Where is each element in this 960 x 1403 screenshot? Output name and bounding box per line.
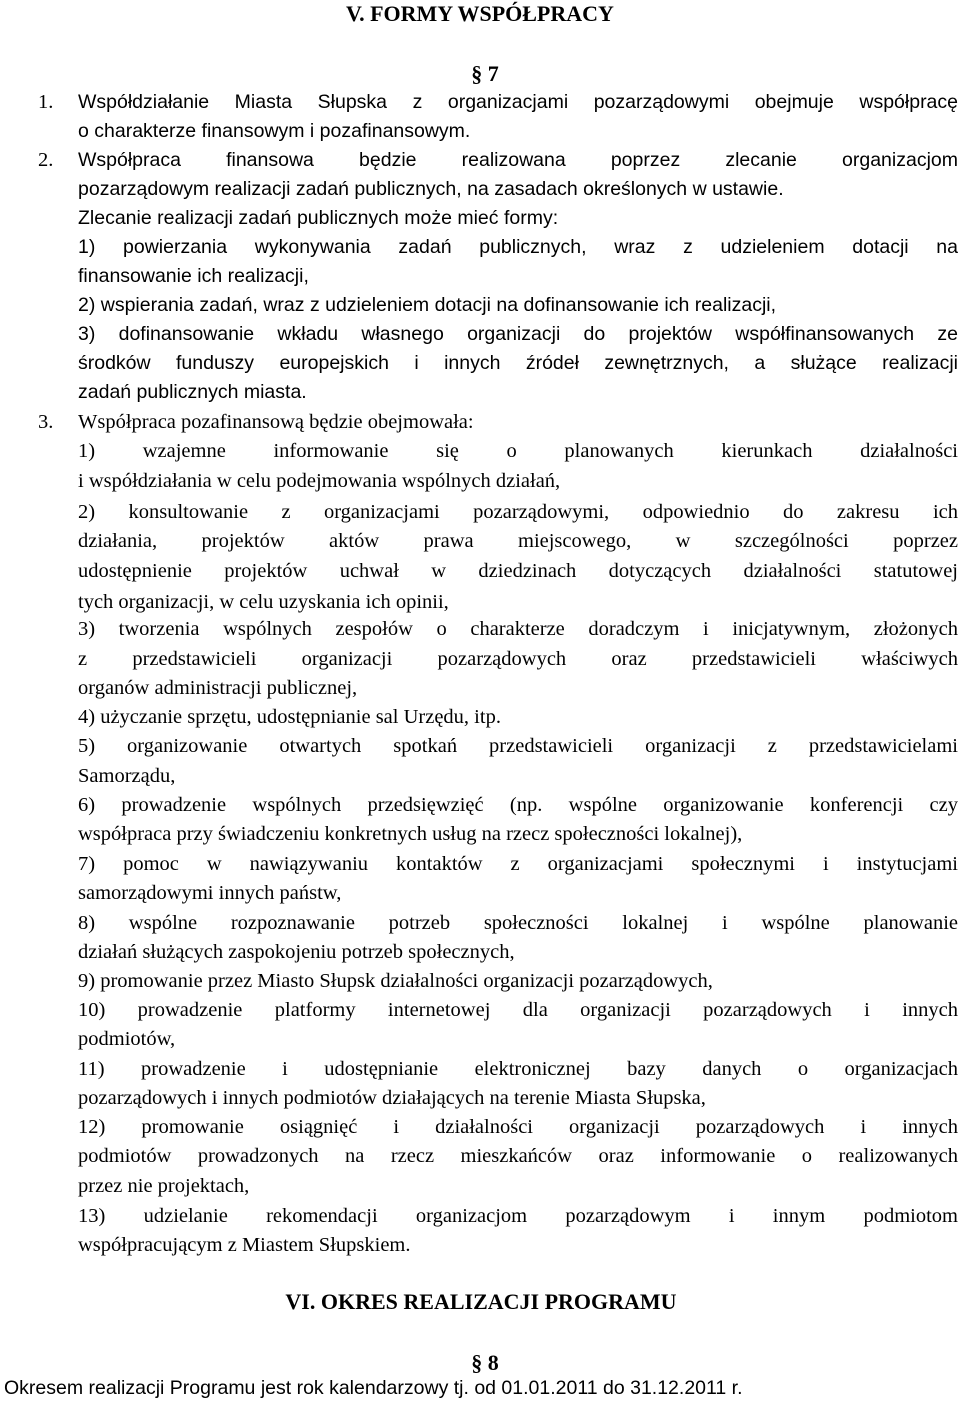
item-text-line: 3) dofinansowanie wkładu własnego organizacji do projektów współfinansowanych ze [78,323,958,345]
item-text-line: 8) wspólne rozpoznawanie potrzeb społeczności lokalnej i wspólne planowanie [78,912,958,934]
item-text-line: zadań publicznych miasta. [78,381,307,403]
item-text-line: 3) tworzenia wspólnych zespołów o charakterze doradczym i inicjatywnym, złożonych [78,618,958,640]
item-number: 3. [38,411,54,433]
item-text-line: Współpraca pozafinansową będzie obejmowała: [78,411,474,433]
item-text-line: działania, projektów aktów prawa miejscowego, w szczególności poprzez [78,530,958,552]
item-text-line: działań służących zaspokojeniu potrzeb społecznych, [78,941,515,963]
item-text-line: 4) użyczanie sprzętu, udostępnianie sal Urzędu, itp. [78,706,501,728]
item-text-line: 6) prowadzenie wspólnych przedsięwzięć (np. wspólne organizowanie konferencji czy [78,794,958,816]
item-text-line: 9) promowanie przez Miasto Słupsk działalności organizacji pozarządowych, [78,970,713,992]
item-text-line: z przedstawicieli organizacji pozarządowych oraz przedstawicieli właściwych [78,648,958,670]
item-text-line: 12) promowanie osiągnięć i działalności organizacji pozarządowych i innych [78,1116,958,1138]
item-number: 1. [38,91,54,113]
item-text-line: o charakterze finansowym i pozafinansowym. [78,120,471,142]
item-text-line: tych organizacji, w celu uzyskania ich opinii, [78,591,449,613]
paragraph-sign: § 8 [471,1350,499,1375]
item-text-line: Zlecanie realizacji zadań publicznych może mieć formy: [78,207,559,229]
item-text-line: samorządowymi innych państw, [78,882,342,904]
item-text-line: Samorządu, [78,765,176,787]
item-text-line: 11) prowadzenie i udostępnianie elektronicznej bazy danych o organizacjach [78,1058,958,1080]
item-text-line: podmiotów prowadzonych na rzecz mieszkańców oraz informowanie o realizowanych [78,1145,958,1167]
section-text: Okresem realizacji Programu jest rok kalendarzowy tj. od 01.01.2011 do 31.12.2011 r. [4,1377,743,1399]
item-text-line: współpracującym z Miastem Słupskiem. [78,1234,411,1256]
item-text-line: podmiotów, [78,1028,176,1050]
item-number: 2. [38,149,54,171]
item-text-line: organów administracji publicznej, [78,677,358,699]
item-text-line: i współdziałania w celu podejmowania wspólnych działań, [78,470,561,492]
item-text-line: 2) wspierania zadań, wraz z udzieleniem dotacji na dofinansowanie ich realizacji, [78,294,777,316]
paragraph-sign: § 7 [471,61,499,86]
item-text-line: Współpraca finansowa będzie realizowana poprzez zlecanie organizacjom [78,149,958,171]
item-text-line: współpraca przy świadczeniu konkretnych usług na rzecz społeczności lokalnej), [78,823,743,845]
section-heading: V. FORMY WSPÓŁPRACY [346,1,614,26]
item-text-line: finansowanie ich realizacji, [78,265,309,287]
item-text-line: 13) udzielanie rekomendacji organizacjom pozarządowym i innym podmiotom [78,1205,958,1227]
item-text-line: środków funduszy europejskich i innych źródeł zewnętrznych, a służące realizacji [78,352,958,374]
item-text-line: 10) prowadzenie platformy internetowej dla organizacji pozarządowych i innych [78,999,958,1021]
item-text-line: pozarządowych i innych podmiotów działających na terenie Miasta Słupska, [78,1087,706,1109]
item-text-line: 1) wzajemne informowanie się o planowanych kierunkach działalności [78,440,958,462]
item-text-line: 5) organizowanie otwartych spotkań przedstawicieli organizacji z przedstawicielami [78,735,958,757]
item-text-line: pozarządowym realizacji zadań publicznych, na zasadach określonych w ustawie. [78,178,784,200]
item-text-line: 2) konsultowanie z organizacjami pozarządowymi, odpowiednio do zakresu ich [78,501,958,523]
item-text-line: przez nie projektach, [78,1175,250,1197]
item-text-line: 7) pomoc w nawiązywaniu kontaktów z organizacjami społecznymi i instytucjami [78,853,958,875]
section-heading: VI. OKRES REALIZACJI PROGRAMU [285,1289,677,1314]
item-text-line: udostępnienie projektów uchwał w dziedzinach dotyczących działalności statutowej [78,560,958,582]
item-text-line: 1) powierzania wykonywania zadań publicznych, wraz z udzieleniem dotacji na [78,236,958,258]
item-text-line: Współdziałanie Miasta Słupska z organizacjami pozarządowymi obejmuje współpracę [78,91,958,113]
